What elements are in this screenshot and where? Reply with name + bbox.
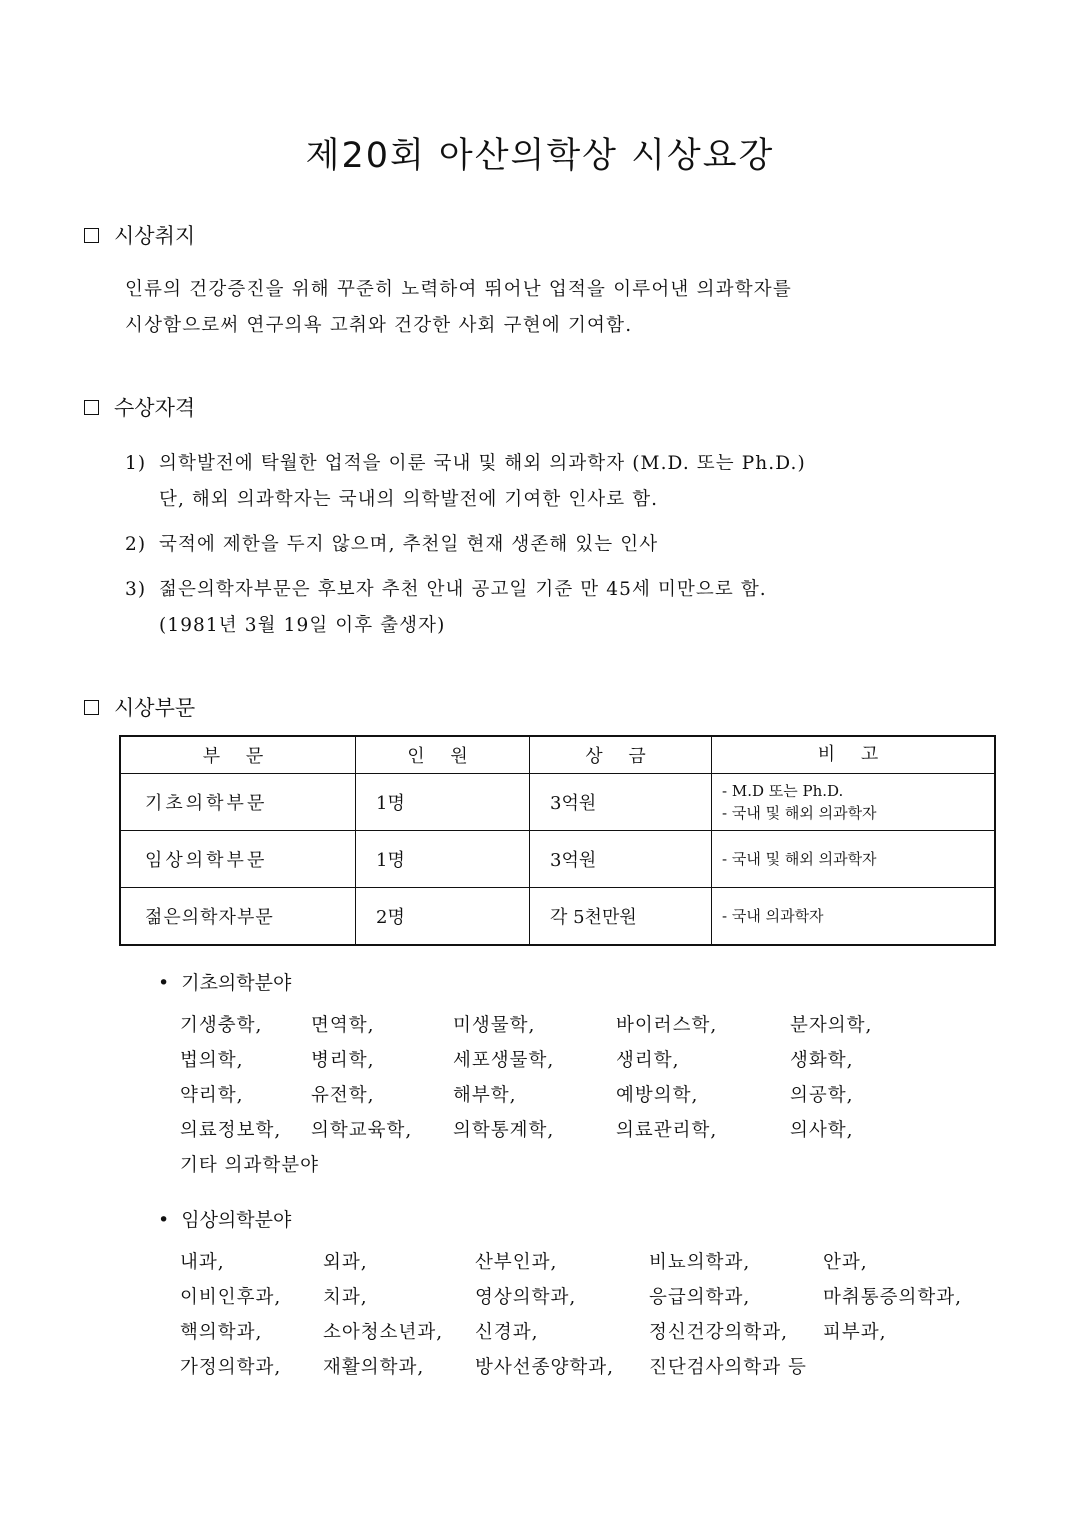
column-header-note: 비 고 — [712, 736, 996, 774]
item-text: 젊은의학자부문은 후보자 추천 안내 공고일 기준 만 45세 미만으로 함. — [159, 579, 767, 600]
eligibility-item-2 — [125, 527, 658, 563]
table-row — [120, 888, 995, 946]
field-item: 재활의학과, — [323, 1357, 425, 1378]
section-heading-label: 시상부문 — [114, 696, 196, 720]
cell-prize: 3억원 — [530, 831, 712, 888]
field-item: 소아청소년과, — [323, 1322, 444, 1343]
field-item: 분자의학, — [790, 1015, 873, 1036]
field-item: 진단검사의학과 등 — [649, 1357, 807, 1378]
purpose-line: 시상함으로써 연구의욕 고취와 건강한 사회 구현에 기여함. — [125, 315, 633, 336]
section-heading-categories — [84, 692, 195, 722]
clinical-fields-heading — [158, 1205, 291, 1232]
cell-dept: 기초의학부문 — [120, 774, 356, 831]
note-line: - 국내 및 해외 의과학자 — [722, 850, 877, 868]
field-item: 의사학, — [790, 1120, 854, 1141]
section-heading-label: 수상자격 — [114, 396, 196, 420]
section-heading-purpose — [84, 220, 195, 250]
section-heading-label: 시상취지 — [114, 224, 196, 248]
cell-note — [712, 831, 996, 888]
cell-count: 1명 — [356, 774, 530, 831]
field-item: 신경과, — [475, 1322, 539, 1343]
column-header-count: 인 원 — [356, 736, 530, 774]
cell-dept: 젊은의학자부문 — [120, 888, 356, 946]
field-item: 생리학, — [616, 1050, 680, 1071]
field-item: 생화학, — [790, 1050, 854, 1071]
purpose-line: 인류의 건강증진을 위해 꾸준히 노력하여 뛰어난 업적을 이루어낸 의과학자를 — [125, 279, 792, 300]
column-header-dept: 부 문 — [120, 736, 356, 774]
field-item: 방사선종양학과, — [475, 1357, 614, 1378]
field-item: 예방의학, — [616, 1085, 699, 1106]
field-item: 정신건강의학과, — [649, 1322, 788, 1343]
field-item: 핵의학과, — [180, 1322, 263, 1343]
field-item: 의학통계학, — [453, 1120, 555, 1141]
bullet-heading-label: 임상의학분야 — [181, 1209, 292, 1231]
table-row — [120, 831, 995, 888]
field-item: 바이러스학, — [616, 1015, 718, 1036]
column-header-prize: 상 금 — [530, 736, 712, 774]
field-item: 해부학, — [453, 1085, 517, 1106]
item-continuation: (1981년 3월 19일 이후 출생자) — [159, 615, 446, 636]
field-item: 피부과, — [823, 1322, 887, 1343]
cell-prize: 3억원 — [530, 774, 712, 831]
eligibility-item-1 — [125, 446, 806, 518]
checkbox-square-icon — [84, 228, 99, 243]
field-item: 산부인과, — [475, 1252, 558, 1273]
note-line: - M.D 또는 Ph.D. — [722, 782, 844, 800]
item-continuation: 단, 해외 의과학자는 국내의 의학발전에 기여한 인사로 함. — [159, 489, 659, 510]
field-item: 응급의학과, — [649, 1287, 751, 1308]
field-item: 외과, — [323, 1252, 368, 1273]
page-title: 제20회 아산의학상 시상요강 — [305, 136, 775, 176]
field-item: 이비인후과, — [180, 1287, 282, 1308]
note-line: - 국내 의과학자 — [722, 907, 824, 925]
purpose-paragraph — [125, 272, 792, 344]
field-item: 면역학, — [311, 1015, 375, 1036]
award-table — [119, 735, 996, 946]
cell-note — [712, 888, 996, 946]
field-item: 안과, — [823, 1252, 868, 1273]
cell-prize: 각 5천만원 — [530, 888, 712, 946]
field-item: 비뇨의학과, — [649, 1252, 751, 1273]
bullet-heading-label: 기초의학분야 — [181, 972, 292, 994]
field-item: 의학교육학, — [311, 1120, 413, 1141]
bullet-icon: • — [158, 972, 170, 994]
cell-note — [712, 774, 996, 831]
cell-count: 1명 — [356, 831, 530, 888]
table-header-row — [120, 736, 995, 774]
eligibility-item-3 — [125, 572, 767, 644]
field-item: 세포생물학, — [453, 1050, 555, 1071]
table-row — [120, 774, 995, 831]
section-heading-eligibility — [84, 392, 195, 422]
basic-fields-heading — [158, 968, 291, 995]
item-number: 2) — [125, 534, 147, 555]
field-item: 의료정보학, — [180, 1120, 282, 1141]
item-text: 의학발전에 탁월한 업적을 이룬 국내 및 해외 의과학자 (M.D. 또는 Ph.D.) — [159, 453, 806, 474]
item-number: 3) — [125, 579, 147, 600]
field-item: 치과, — [323, 1287, 368, 1308]
cell-dept: 임상의학부문 — [120, 831, 356, 888]
field-item: 미생물학, — [453, 1015, 536, 1036]
note-line: - 국내 및 해외 의과학자 — [722, 804, 877, 822]
field-item: 의료관리학, — [616, 1120, 718, 1141]
field-item: 가정의학과, — [180, 1357, 282, 1378]
field-item: 의공학, — [790, 1085, 854, 1106]
field-item: 마취통증의학과, — [823, 1287, 962, 1308]
cell-count: 2명 — [356, 888, 530, 946]
checkbox-square-icon — [84, 400, 99, 415]
field-item: 유전학, — [311, 1085, 375, 1106]
field-item: 기생충학, — [180, 1015, 263, 1036]
field-item: 병리학, — [311, 1050, 375, 1071]
field-item: 약리학, — [180, 1085, 244, 1106]
item-number: 1) — [125, 453, 147, 474]
bullet-icon: • — [158, 1209, 170, 1231]
field-item: 영상의학과, — [475, 1287, 577, 1308]
field-item: 기타 의과학분야 — [180, 1155, 319, 1176]
checkbox-square-icon — [84, 700, 99, 715]
field-item: 내과, — [180, 1252, 225, 1273]
item-text: 국적에 제한을 두지 않으며, 추천일 현재 생존해 있는 인사 — [159, 534, 659, 555]
field-item: 법의학, — [180, 1050, 244, 1071]
